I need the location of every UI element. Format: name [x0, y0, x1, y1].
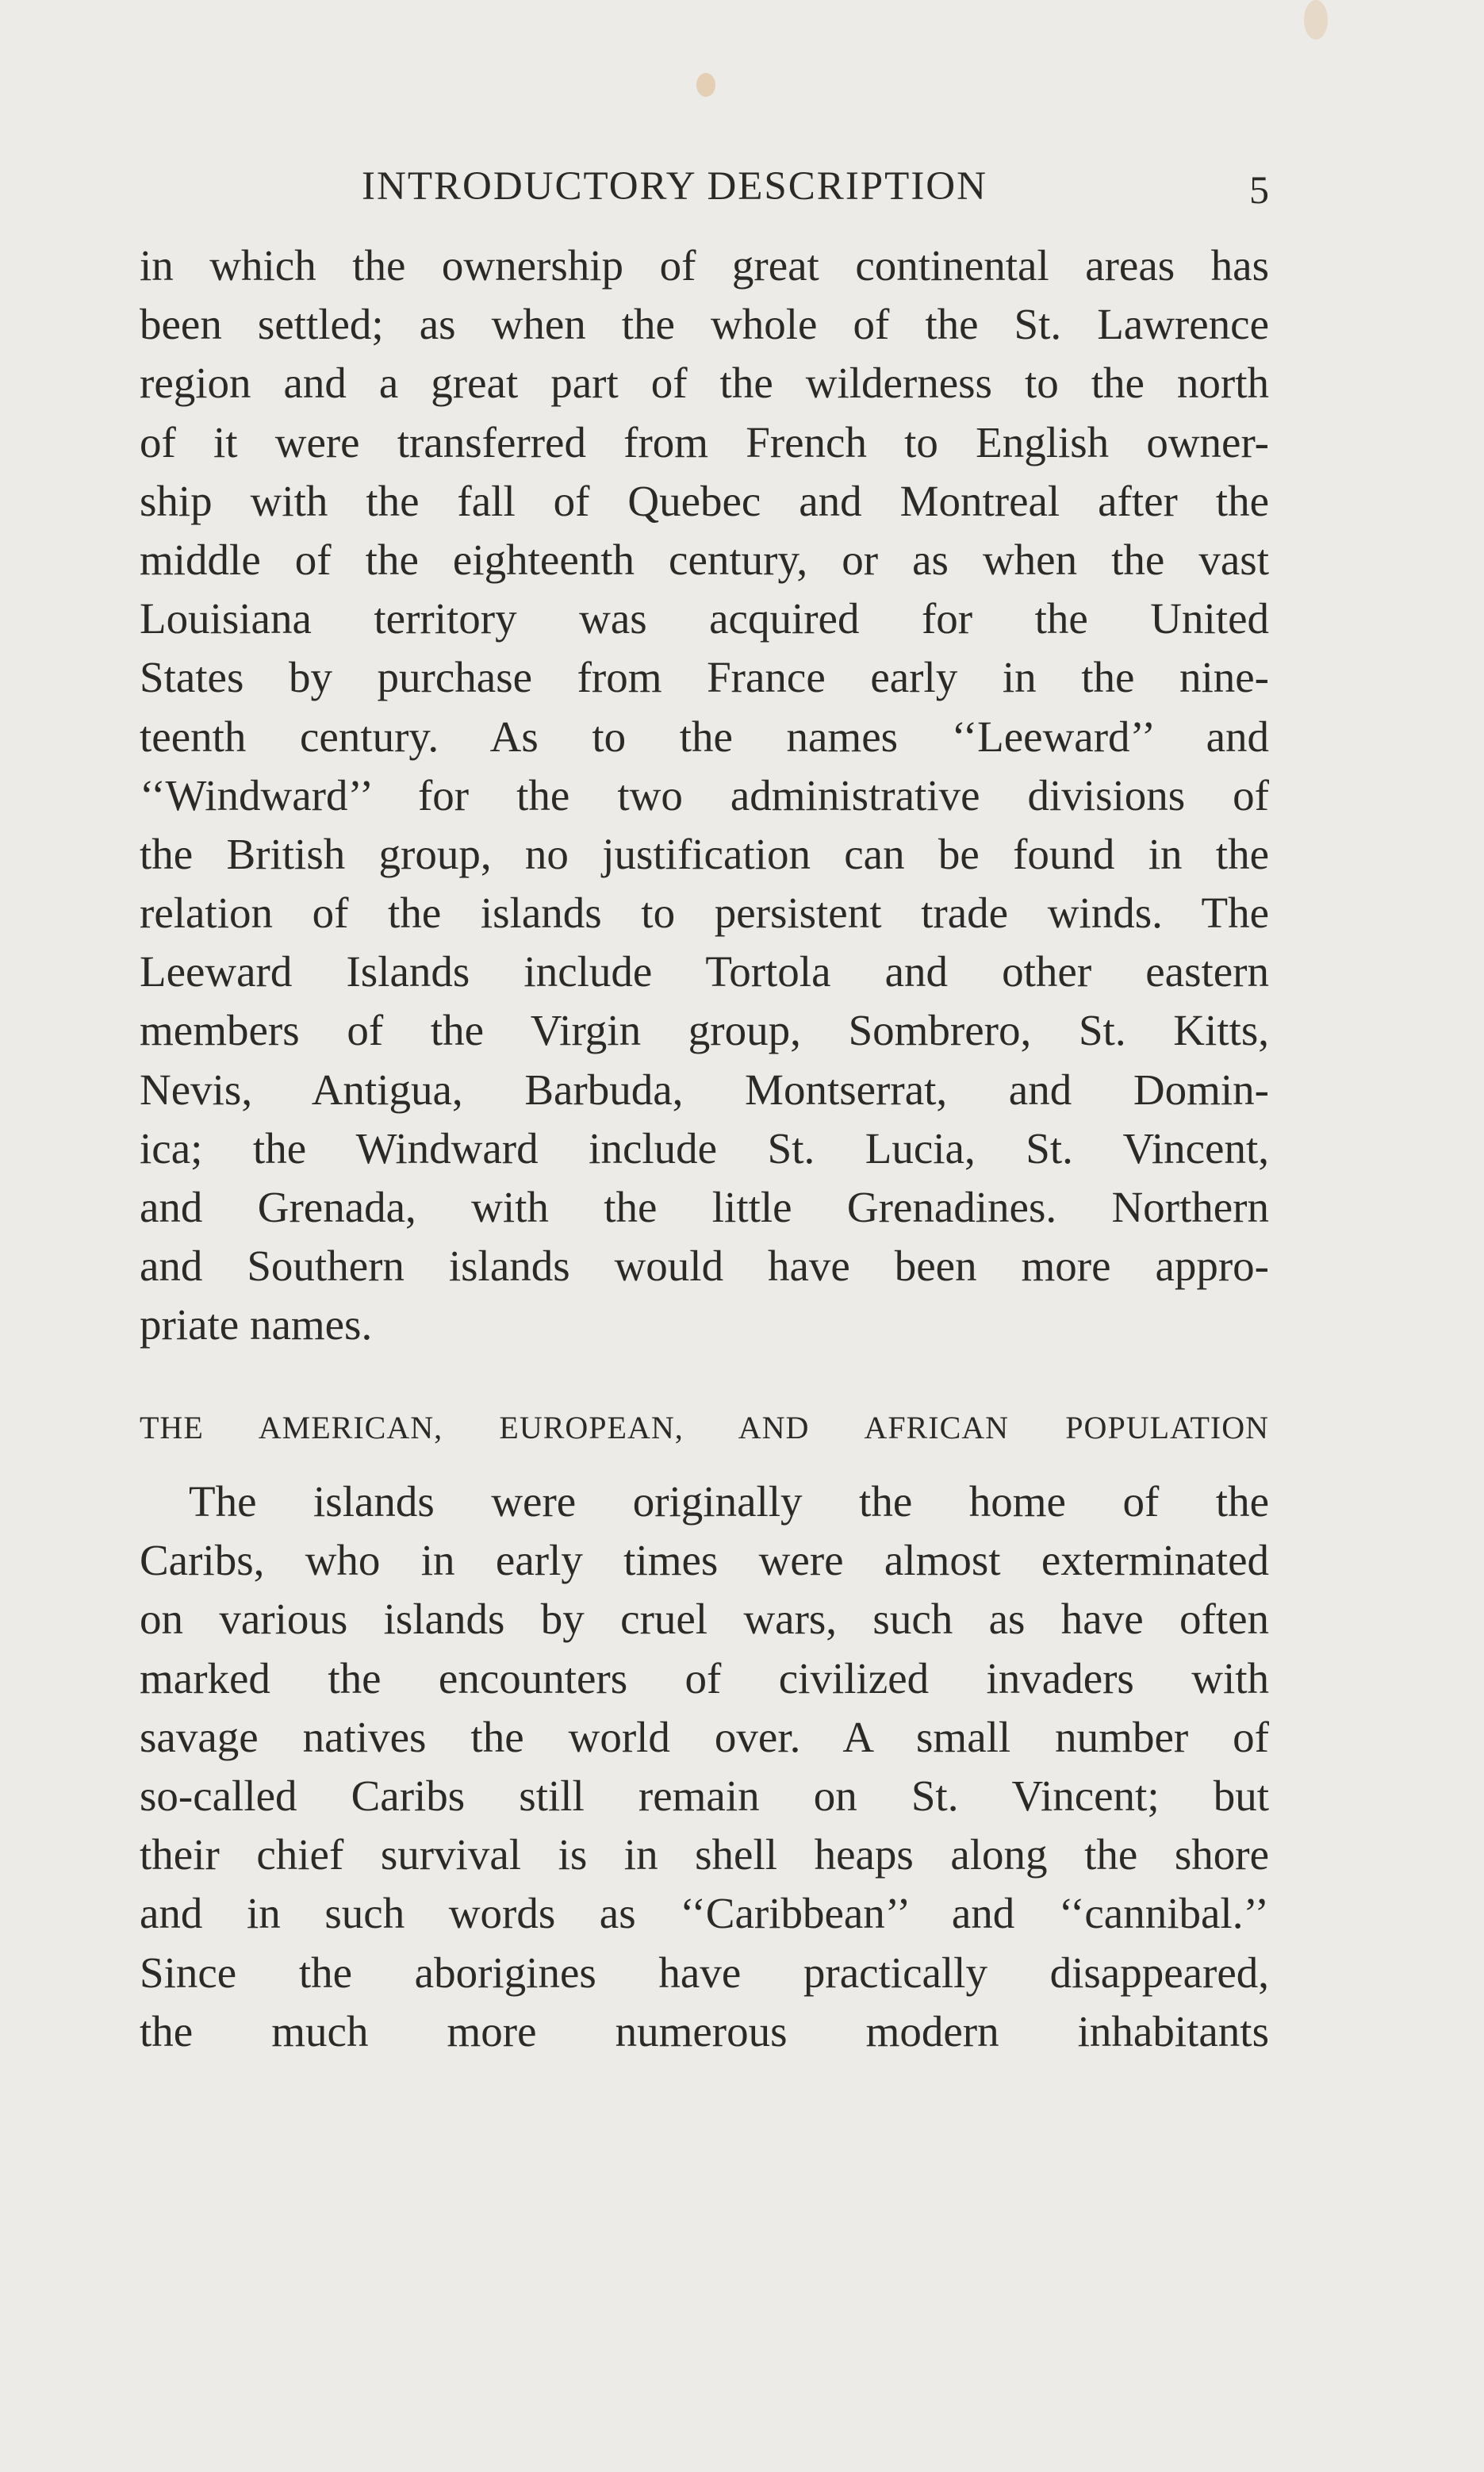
- page-header: [140, 159, 1269, 214]
- text-line: teenth century. As to the names ‘‘Leeward’’ and: [140, 712, 1269, 761]
- paragraph-continued: [140, 236, 1269, 1355]
- section-heading: THE AMERICAN, EUROPEAN, AND AFRICAN POPULATION: [140, 1410, 1269, 1445]
- text-line: members of the Virgin group, Sombrero, St. Kitts,: [140, 1006, 1269, 1055]
- text-line: the British group, no justification can be found in the: [140, 829, 1269, 878]
- paragraph-population: [140, 1472, 1269, 2061]
- text-line: region and a great part of the wilderness to the north: [140, 359, 1269, 408]
- text-line: savage natives the world over. A small number of: [140, 1712, 1269, 1761]
- text-line: The islands were originally the home of the: [189, 1477, 1269, 1526]
- text-line: relation of the islands to persistent trade winds. The: [140, 889, 1269, 938]
- paper-stain: [1304, 0, 1328, 40]
- text-line: ‘‘Windward’’ for the two administrative divisions of: [140, 770, 1269, 820]
- text-line: Since the aborigines have practically disappeared,: [140, 1948, 1269, 1997]
- text-line: and in such words as ‘‘Caribbean’’ and ‘‘cannibal.’’: [140, 1889, 1269, 1938]
- text-line: Nevis, Antigua, Barbuda, Montserrat, and Domin-: [140, 1065, 1269, 1114]
- text-line: of it were transferred from French to English owner-: [140, 417, 1269, 466]
- text-line: Leeward Islands include Tortola and other eastern: [140, 947, 1269, 996]
- text-line: been settled; as when the whole of the St. Lawrence: [140, 300, 1269, 349]
- text-line: marked the encounters of civilized invaders with: [140, 1653, 1269, 1702]
- text-line: their chief survival is in shell heaps along the shore: [140, 1830, 1269, 1879]
- text-line: middle of the eighteenth century, or as when the vast: [140, 535, 1269, 584]
- text-line: and Grenada, with the little Grenadines. Northern: [140, 1183, 1269, 1231]
- text-line: on various islands by cruel wars, such as have often: [140, 1595, 1269, 1644]
- paper-stain: [696, 73, 715, 97]
- text-line: ica; the Windward include St. Lucia, St. Vincent,: [140, 1123, 1269, 1173]
- text-line: States by purchase from France early in the nine-: [140, 653, 1269, 702]
- text-line: priate names.: [140, 1300, 373, 1349]
- text-line: and Southern islands would have been more appro-: [140, 1242, 1269, 1291]
- text-line: the much more numerous modern inhabitants: [140, 2006, 1269, 2056]
- running-head: INTRODUCTORY DESCRIPTION: [362, 164, 987, 209]
- text-line: in which the ownership of great continental areas has: [140, 241, 1269, 290]
- text-line: Caribs, who in early times were almost exterminated: [140, 1536, 1269, 1585]
- text-line: Louisiana territory was acquired for the United: [140, 594, 1269, 643]
- text-line: ship with the fall of Quebec and Montreal after the: [140, 476, 1269, 525]
- text-line: so-called Caribs still remain on St. Vincent; but: [140, 1771, 1269, 1820]
- page-number: 5: [1249, 167, 1269, 212]
